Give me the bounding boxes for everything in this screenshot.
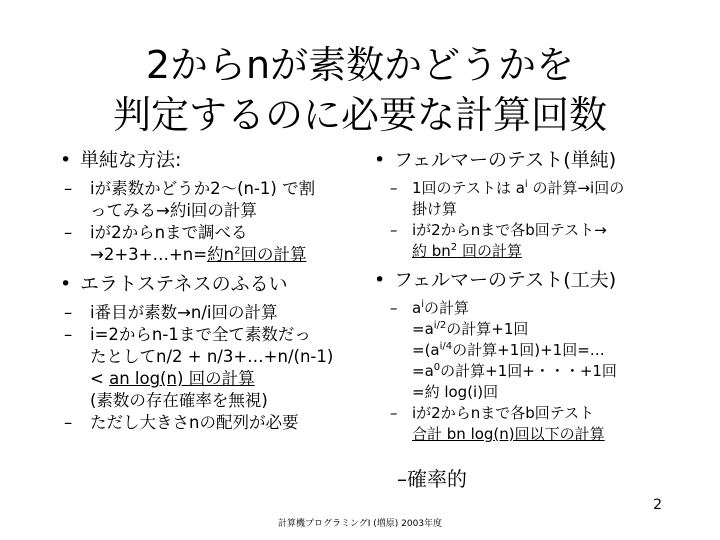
bullet-simple-method: • 単純な方法: [58,148,378,172]
underlined-total: 合計 bn log(n)回以下の計算 [412,425,605,443]
right-column [372,148,672,445]
sub-item-trial-division [58,178,378,222]
underlined-approx: 約$n^2$回の計算 [207,245,307,264]
sub-item-text: ってみる→約i回の計算 [90,201,257,220]
sum-text: →2+3+…+n= [90,245,208,264]
sub-item-text: – iが素数かどうか2～(n-1) で割 [90,179,316,198]
left-column [58,148,378,434]
slide-title-line2: 判定するのに必要な計算回数 [112,93,607,137]
bullet-fermat-simple: • フェルマーのテスト(単純) [372,148,672,172]
sub-item-text: – i=2からn-1まで全て素数だっ [90,325,311,344]
sub-item-b-tests: – iが2からnまで各b回テスト→ 約 $bn^2$ 回の計算 [372,220,672,262]
underlined-complexity: an log(n) 回の計算 [109,369,255,388]
note-ignore-probability: (素数の存在確率を無視) [90,391,268,410]
page-number: 2 [653,497,662,513]
sub-item-text: – iが2からnまで調べる [90,223,248,242]
sub-item-array-needed: – ただし大きさnの配列が必要 [58,412,378,434]
sub-item-check-range [58,222,378,266]
footer-text: 計算機プログラミングI (増原) 2003年度 [277,519,443,529]
slide-title-line1: 2からnが素数かどうかを [145,43,575,87]
underlined-bn2: 約 $bn^2$ 回の計算 [412,242,522,260]
probabilistic-label: – 確率的 [397,466,467,492]
sub-item-one-test: – 1回のテストは $a^i$ の計算→i回の 掛け算 [372,178,672,220]
sub-item-text: < an log(n) 回の計算 [90,369,255,388]
bullet-fermat-improved: • フェルマーのテスト(工夫) [372,268,672,292]
sub-item-power-calc: – $a^i$の計算 $=a^{i/2}$の計算+1回 $=(a^{i/4}$の計算+1回)+1回=… $=a^0$の計算+1回+・・・+1回 =約 log(i)回 [372,298,672,403]
bullet-sieve: • エラトステネスのふるい [58,272,378,296]
sub-item-all-prime [58,324,378,390]
sub-item-total: – iが2からnまで各b回テスト 合計 bn log(n)回以下の計算 [372,403,672,445]
sub-item-ith-prime: – i番目が素数→n/i回の計算 [58,302,378,324]
sub-item-text [90,244,378,266]
sub-item-text: たとしてn/2 + n/3+…+n/(n-1) [90,347,334,366]
